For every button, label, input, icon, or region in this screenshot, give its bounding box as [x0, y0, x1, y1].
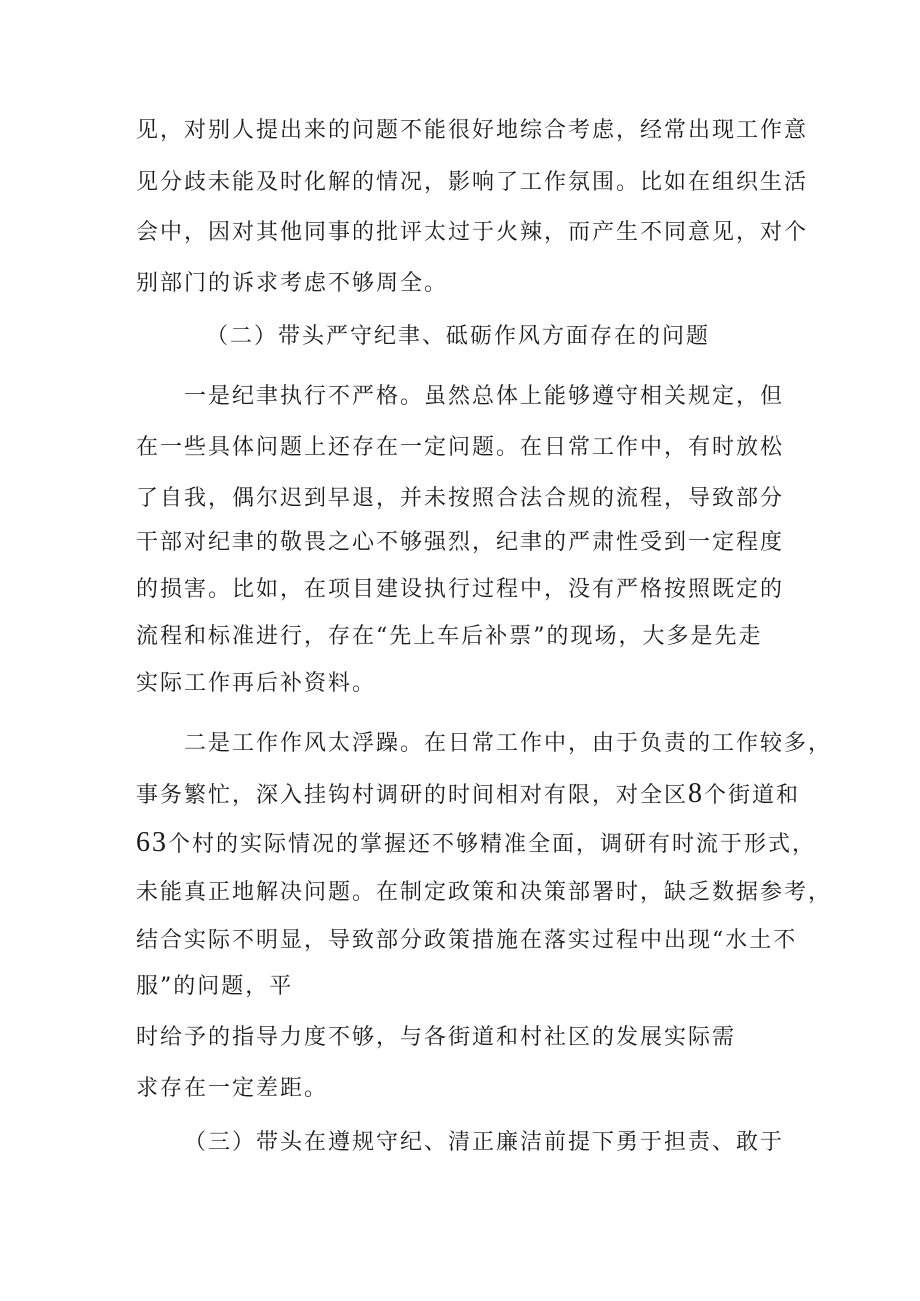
paragraph-3-line-8: 求存在一定差距。	[136, 1076, 329, 1101]
paragraph-1-line-4: 别部门的诉求考虑不够周全。	[136, 271, 449, 296]
paragraph-2-line-1: 一是纪聿执行不严格。虽然总体上能够遵守相关规定，但	[184, 384, 785, 409]
paragraph-2-line-4: 干部对纪聿的敬畏之心不够强烈，纪聿的严肃性受到一定程度	[136, 530, 785, 555]
paragraph-2-line-2: 在一些具体问题上还存在一定问题。在日常工作中，有时放松	[136, 435, 785, 460]
paragraph-3-line-3-text: 个村的实际情况的掌握还不够精准全面，调研有时流于形式，	[168, 832, 817, 857]
street-count-number: 8	[688, 778, 705, 809]
paragraph-1-line-2: 见分歧未能及时化解的情况，影响了工作氛围。比如在组织生活	[136, 170, 809, 195]
paragraph-2-line-5: 的损害。比如，在项目建设执行过程中，没有严格按照既定的	[136, 577, 785, 602]
paragraph-3-line-3	[136, 827, 817, 860]
paragraph-3-line-1: 二是工作作风太浮躁。在日常工作中，由于负责的工作较多，	[184, 731, 833, 756]
paragraph-3-line-4: 未能真正地解决问题。在制定政策和决策部署时，缺乏数据参考，	[136, 880, 833, 905]
paragraph-1-line-1: 见，对别人提出来的问题不能很好地综合考虑，经常出现工作意	[136, 118, 809, 143]
section-heading-2: （二）带头严守纪聿、砥砺作风方面存在的问题	[206, 324, 711, 349]
paragraph-2-line-6: 流程和标准进行，存在“先上车后补票”的现场，大多是先走	[136, 624, 763, 649]
paragraph-3-line-7: 时给予的指导力度不够，与各街道和村社区的发展实际需	[136, 1025, 737, 1050]
section-heading-3: （三）带头在遵规守纪、清正廉洁前提下勇于担责、敢于	[184, 1130, 785, 1155]
paragraph-3-line-2-text-a: 事务繁忙，深入挂钩村调研的时间相对有限，对全区	[136, 783, 689, 808]
paragraph-3-line-2	[136, 778, 801, 811]
paragraph-3-line-5: 结合实际不明显，导致部分政策措施在落实过程中出现“水土不	[136, 928, 798, 953]
paragraph-2-line-7: 实际工作再后补资料。	[136, 671, 377, 696]
paragraph-1-line-3: 会中，因对其他同事的批评太过于火辣，而产生不同意见，对个	[136, 220, 809, 245]
village-count-number: 63	[136, 827, 168, 858]
paragraph-2-line-3: 了自我，偶尔迟到早退，并未按照合法合规的流程，导致部分	[136, 486, 785, 511]
paragraph-3-line-6: 服”的问题，平	[136, 974, 294, 999]
paragraph-3-line-2-text-b: 个街道和	[704, 783, 801, 808]
